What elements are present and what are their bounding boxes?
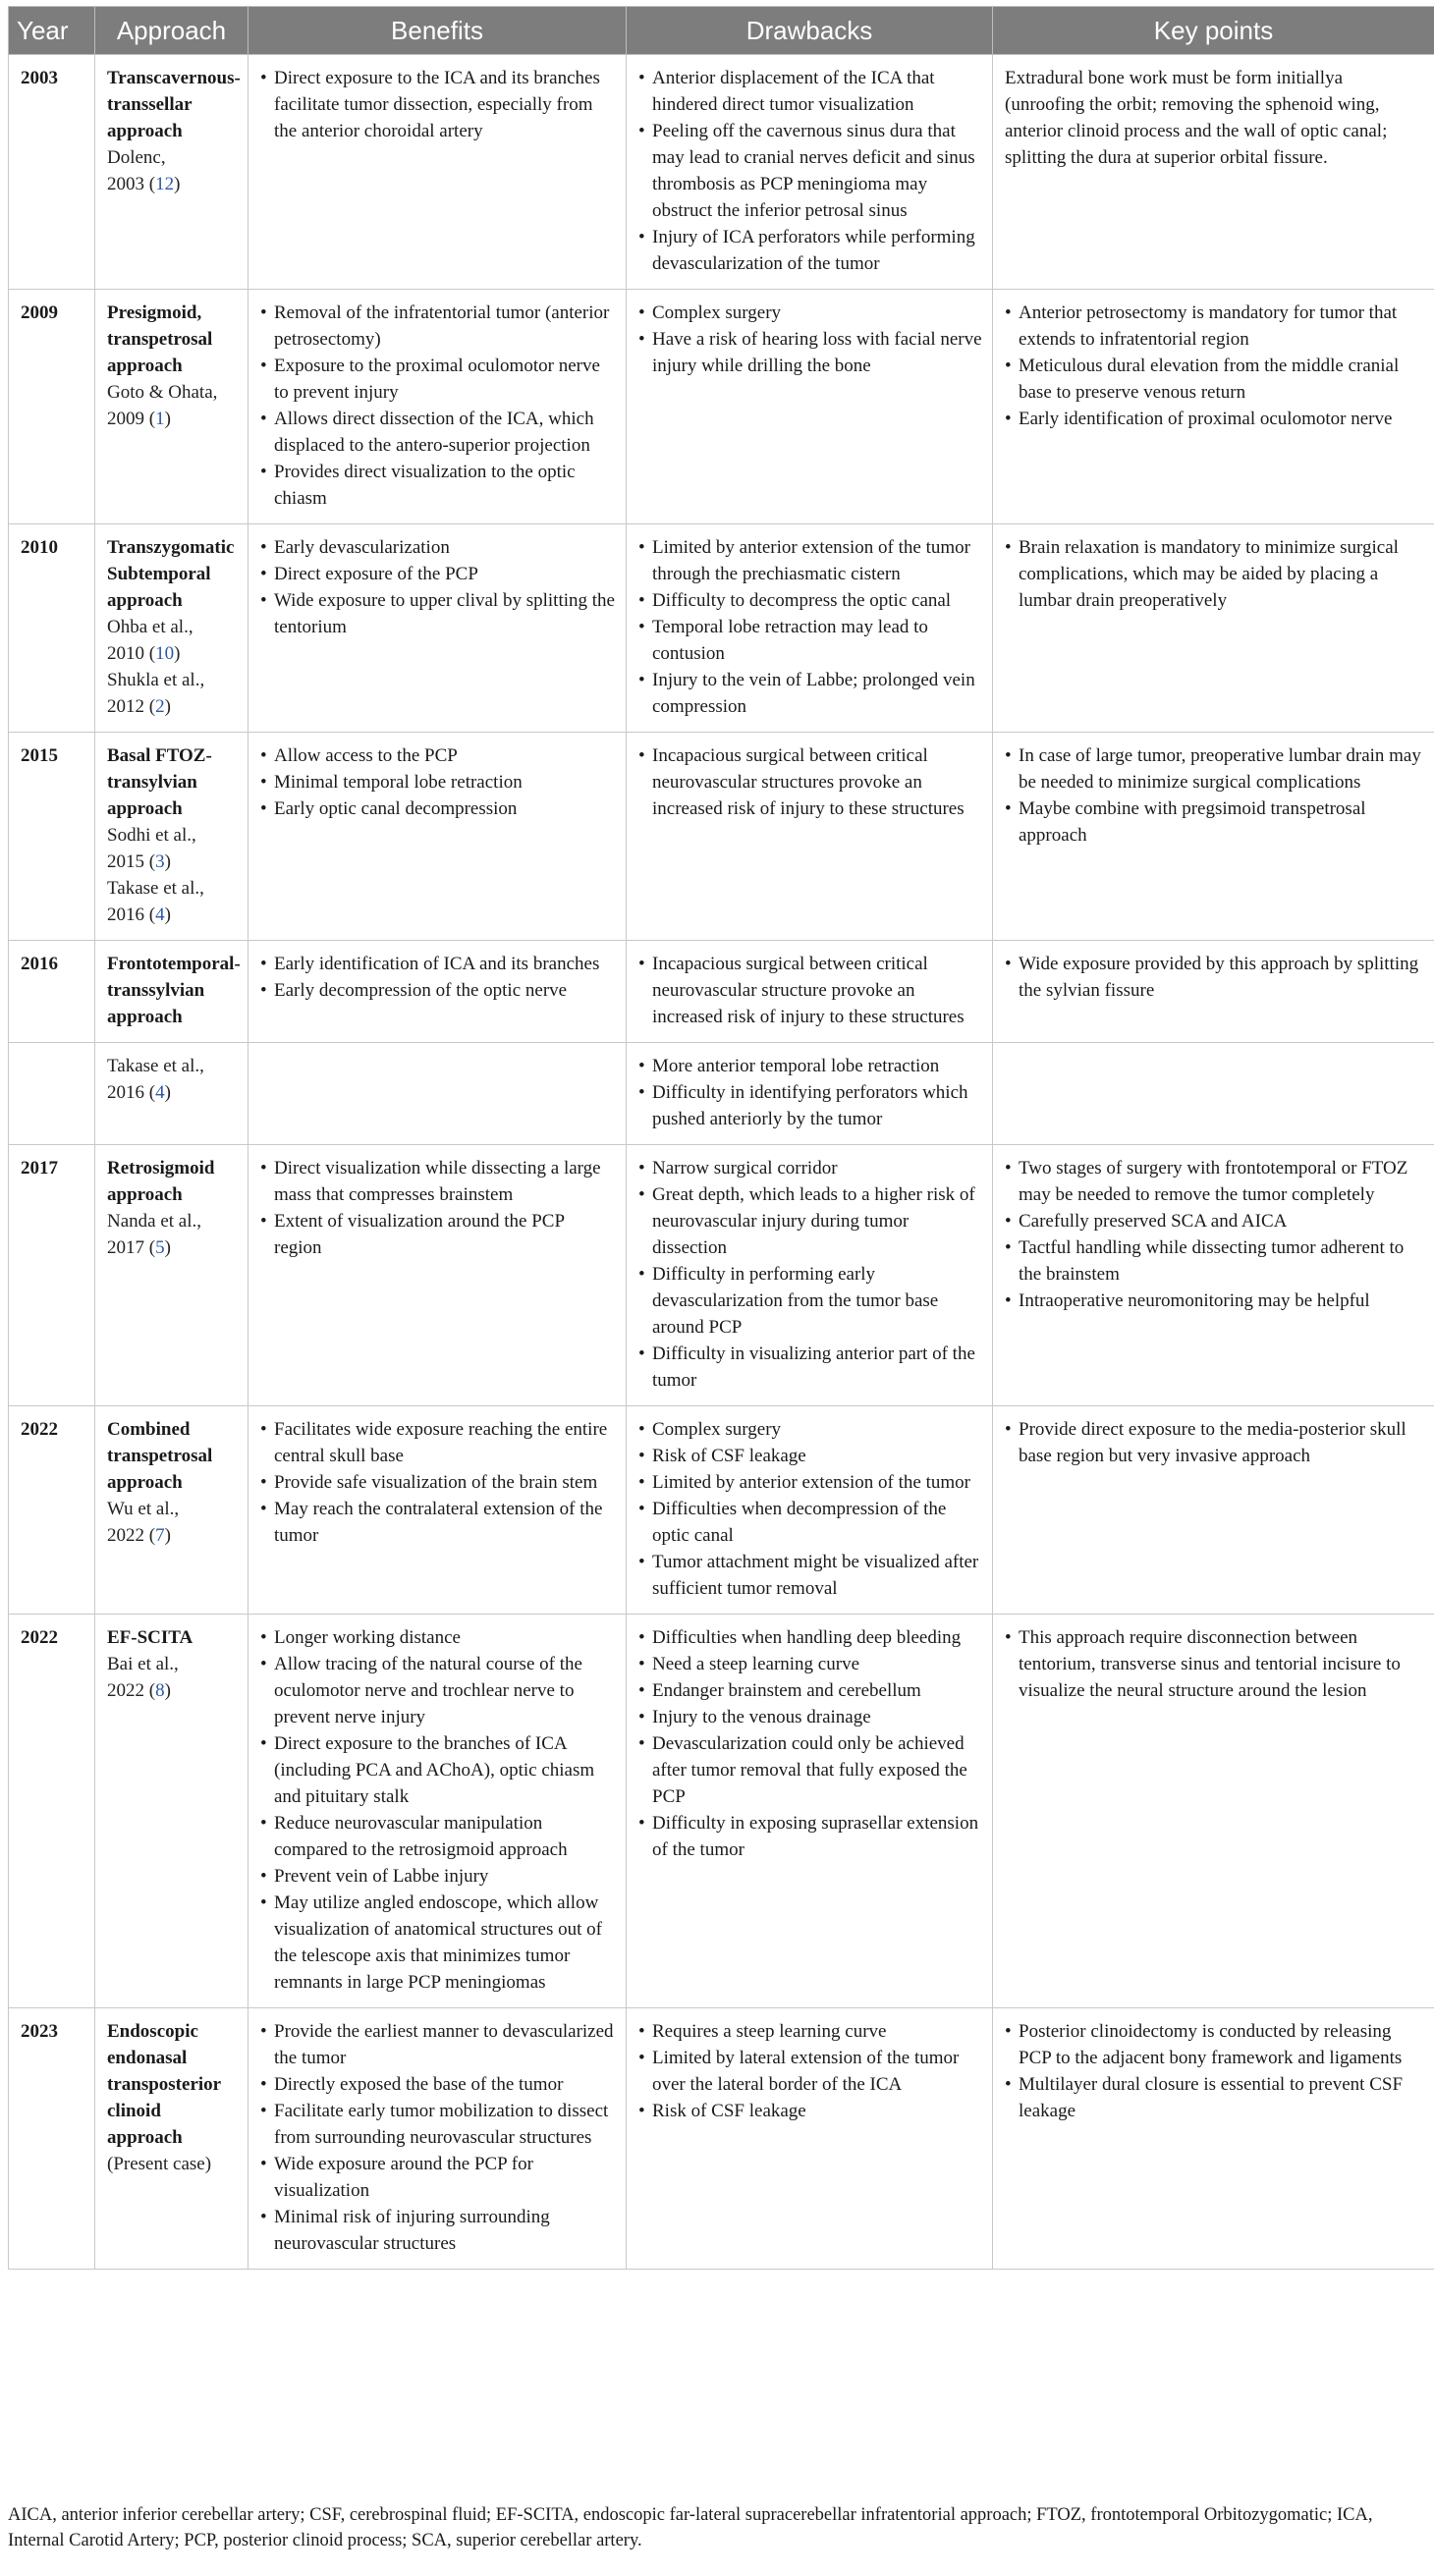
citation-year: [107, 902, 238, 928]
benefits-cell: [248, 1145, 627, 1406]
list-item: • Two stages of surgery with frontotemporal or FTOZ may be needed to remove the tumor completely: [1005, 1155, 1424, 1208]
citation-author: Takase et al.,: [107, 878, 204, 899]
approach-name-line: approach: [107, 1472, 183, 1493]
approach-name-line: approach: [107, 2127, 183, 2148]
list-item: • Longer working distance: [260, 1624, 616, 1651]
drawbacks-list: [638, 1624, 982, 1863]
citation-close: ): [164, 904, 171, 925]
list-item: • Minimal temporal lobe retraction: [260, 769, 616, 795]
drawbacks-cell: [627, 524, 993, 733]
table-row: [9, 524, 1434, 733]
list-item: • Wide exposure provided by this approach by splitting the sylvian fissure: [1005, 951, 1424, 1004]
list-item: • Injury to the vein of Labbe; prolonged vein compression: [638, 667, 982, 720]
key-points-cell: [993, 1043, 1434, 1145]
drawbacks-cell: [627, 2008, 993, 2270]
approach-cell: [95, 1406, 248, 1615]
citation-year: [107, 1079, 238, 1106]
list-item: • Provide the earliest manner to devascularized the tumor: [260, 2018, 616, 2071]
citation-year: [107, 1234, 238, 1261]
list-item: • Limited by lateral extension of the tumor over the lateral border of the ICA: [638, 2045, 982, 2098]
list-item: • Narrow surgical corridor: [638, 1155, 982, 1181]
approach-cell: [95, 2008, 248, 2270]
drawbacks-list: [638, 300, 982, 379]
citation-year-text: 2003 (: [107, 174, 156, 194]
list-item: • Allows direct dissection of the ICA, which displaced to the antero-superior projection: [260, 406, 616, 459]
list-item: • Directly exposed the base of the tumor: [260, 2071, 616, 2098]
citation-author: Nanda et al.,: [107, 1211, 202, 1232]
reference-link[interactable]: 3: [155, 851, 165, 872]
list-item: • Reduce neurovascular manipulation compared to the retrosigmoid approach: [260, 1810, 616, 1863]
list-item: • Endanger brainstem and cerebellum: [638, 1677, 982, 1704]
benefits-list: [260, 1416, 616, 1549]
citation-close: ): [164, 1680, 171, 1701]
reference-link[interactable]: 8: [155, 1680, 165, 1701]
list-item: • Meticulous dural elevation from the middle cranial base to preserve venous return: [1005, 353, 1424, 406]
list-item: • Difficulty in performing early devascularization from the tumor base around PCP: [638, 1261, 982, 1341]
approach-cell: [95, 524, 248, 733]
approach-name-line: Transzygomatic: [107, 537, 235, 558]
list-item: • May utilize angled endoscope, which allow visualization of anatomical structures out of the telescope axis that minimizes tumor remnants in large PCP meningiomas: [260, 1890, 616, 1996]
approach-cell: [95, 1043, 248, 1145]
header-row: [9, 7, 1434, 55]
list-item: • Devascularization could only be achieved after tumor removal that fully exposed the PCP: [638, 1730, 982, 1810]
benefits-list: [260, 300, 616, 512]
citation-year: [107, 1522, 238, 1549]
citation-author: (Present case): [107, 2154, 212, 2174]
approach-name-line: transsellar: [107, 94, 193, 115]
list-item: • Facilitate early tumor mobilization to dissect from surrounding neurovascular structures: [260, 2098, 616, 2151]
drawbacks-cell: [627, 290, 993, 524]
list-item: • Removal of the infratentorial tumor (anterior petrosectomy): [260, 300, 616, 353]
key-points-cell: [993, 1406, 1434, 1615]
approach-name-line: transposterior: [107, 2074, 222, 2095]
approach-name-line: approach: [107, 356, 183, 376]
drawbacks-list: [638, 2018, 982, 2124]
citation-close: ): [174, 643, 181, 664]
table-row: [9, 1145, 1434, 1406]
drawbacks-cell: [627, 941, 993, 1043]
key-points-list: [1005, 534, 1424, 614]
citation-close: ): [164, 851, 171, 872]
approach-name-line: approach: [107, 798, 183, 819]
citation-close: ): [164, 1082, 171, 1103]
citation-year-text: 2016 (: [107, 904, 156, 925]
reference-link[interactable]: 5: [155, 1237, 165, 1258]
table-body: [9, 55, 1434, 2270]
citation-year: [107, 849, 238, 875]
citation-author: Shukla et al.,: [107, 670, 205, 690]
benefits-cell: [248, 1615, 627, 2008]
key-points-list: [1005, 742, 1424, 849]
approach-name-line: approach: [107, 590, 183, 611]
list-item: • Direct exposure to the ICA and its branches facilitate tumor dissection, especially from the anterior choroidal artery: [260, 65, 616, 144]
list-item: • Early identification of ICA and its branches: [260, 951, 616, 977]
reference-link[interactable]: 7: [155, 1525, 165, 1546]
list-item: • Wide exposure to upper clival by splitting the tentorium: [260, 587, 616, 640]
list-item: • Injury of ICA perforators while performing devascularization of the tumor: [638, 224, 982, 277]
list-item: • Carefully preserved SCA and AICA: [1005, 1208, 1424, 1234]
table-row: [9, 290, 1434, 524]
citation-author: Goto & Ohata,: [107, 382, 218, 403]
citation-author: Ohba et al.,: [107, 617, 193, 637]
benefits-list: [260, 534, 616, 640]
approach-name-line: Basal FTOZ-: [107, 745, 212, 766]
list-item: • Need a steep learning curve: [638, 1651, 982, 1677]
year-cell: 2003: [9, 55, 95, 290]
list-item: • Limited by anterior extension of the tumor: [638, 1469, 982, 1496]
benefits-cell: [248, 1043, 627, 1145]
drawbacks-list: [638, 1416, 982, 1602]
drawbacks-list: [638, 1155, 982, 1394]
key-points-cell: [993, 1615, 1434, 2008]
list-item: • Direct exposure of the PCP: [260, 561, 616, 587]
key-points-cell: [993, 733, 1434, 941]
citation-year: [107, 406, 238, 432]
header-key-points: Key points: [993, 7, 1434, 55]
key-points-text: Extradural bone work must be form initiallya (unroofing the orbit; removing the sphenoid wing, anterior clinoid process and the wall of optic canal; splitting the dura at superior orbital fissure.: [1005, 68, 1388, 168]
drawbacks-cell: [627, 1615, 993, 2008]
list-item: • Provide direct exposure to the media-posterior skull base region but very invasive approach: [1005, 1416, 1424, 1469]
key-points-cell: [993, 55, 1434, 290]
benefits-cell: [248, 524, 627, 733]
citation-author: Wu et al.,: [107, 1499, 180, 1519]
list-item: • Great depth, which leads to a higher risk of neurovascular injury during tumor dissection: [638, 1181, 982, 1261]
list-item: • This approach require disconnection between tentorium, transverse sinus and tentorial incisure to visualize the neural structure around the lesion: [1005, 1624, 1424, 1704]
drawbacks-cell: [627, 733, 993, 941]
approach-name-line: Transcavernous-: [107, 68, 241, 88]
header-year: Year: [9, 7, 95, 55]
key-points-cell: [993, 2008, 1434, 2270]
citation-year-text: 2017 (: [107, 1237, 156, 1258]
list-item: • Early devascularization: [260, 534, 616, 561]
drawbacks-list: [638, 742, 982, 822]
approach-name-line: Subtemporal: [107, 564, 211, 584]
list-item: • Requires a steep learning curve: [638, 2018, 982, 2045]
list-item: • Brain relaxation is mandatory to minimize surgical complications, which may be aided by placing a lumbar drain preoperatively: [1005, 534, 1424, 614]
list-item: • Maybe combine with pregsimoid transpetrosal approach: [1005, 795, 1424, 849]
drawbacks-list: [638, 1053, 982, 1132]
year-cell: [9, 1043, 95, 1145]
benefits-cell: [248, 733, 627, 941]
benefits-list: [260, 742, 616, 822]
list-item: • Exposure to the proximal oculomotor nerve to prevent injury: [260, 353, 616, 406]
list-item: • Wide exposure around the PCP for visualization: [260, 2151, 616, 2204]
benefits-cell: [248, 941, 627, 1043]
table-row: [9, 1615, 1434, 2008]
list-item: • Peeling off the cavernous sinus dura that may lead to cranial nerves deficit and sinus thrombosis as PCP meningioma may obstruct the inferior petrosal sinus: [638, 118, 982, 224]
list-item: • Multilayer dural closure is essential to prevent CSF leakage: [1005, 2071, 1424, 2124]
citation-year-text: 2022 (: [107, 1680, 156, 1701]
benefits-cell: [248, 2008, 627, 2270]
year-cell: 2022: [9, 1406, 95, 1615]
citation-close: ): [164, 1237, 171, 1258]
benefits-list: [260, 951, 616, 1004]
benefits-list: [260, 65, 616, 144]
list-item: • Direct exposure to the branches of ICA (including PCA and AChoA), optic chiasm and pituitary stalk: [260, 1730, 616, 1810]
citation-author: Dolenc,: [107, 147, 166, 168]
list-item: • Early decompression of the optic nerve: [260, 977, 616, 1004]
list-item: • Provide safe visualization of the brain stem: [260, 1469, 616, 1496]
citation-year-text: 2012 (: [107, 696, 156, 717]
key-points-list: [1005, 1416, 1424, 1469]
list-item: • Difficulty in exposing suprasellar extension of the tumor: [638, 1810, 982, 1863]
approach-name-line: transpetrosal: [107, 1446, 213, 1466]
approach-name-line: approach: [107, 1007, 183, 1027]
table-row: [9, 2008, 1434, 2270]
list-item: • Difficulty in identifying perforators which pushed anteriorly by the tumor: [638, 1079, 982, 1132]
approach-name-line: clinoid: [107, 2101, 161, 2121]
list-item: • Direct visualization while dissecting a large mass that compresses brainstem: [260, 1155, 616, 1208]
citation-author: Sodhi et al.,: [107, 825, 196, 846]
list-item: • Extent of visualization around the PCP region: [260, 1208, 616, 1261]
list-item: • Anterior displacement of the ICA that hindered direct tumor visualization: [638, 65, 982, 118]
year-cell: 2010: [9, 524, 95, 733]
citation-year-text: 2010 (: [107, 643, 156, 664]
list-item: • Incapacious surgical between critical neurovascular structures provoke an increased risk of injury to these structures: [638, 742, 982, 822]
year-cell: 2022: [9, 1615, 95, 2008]
benefits-list: [260, 2018, 616, 2257]
citation-year: [107, 171, 238, 197]
table-row: [9, 1043, 1434, 1145]
citation-year-text: 2016 (: [107, 1082, 156, 1103]
list-item: • Incapacious surgical between critical neurovascular structure provoke an increased risk of injury to these structures: [638, 951, 982, 1030]
year-cell: 2017: [9, 1145, 95, 1406]
approach-name-line: transpetrosal: [107, 329, 213, 350]
list-item: • Tactful handling while dissecting tumor adherent to the brainstem: [1005, 1234, 1424, 1288]
approach-name-line: endonasal: [107, 2048, 188, 2068]
year-cell: 2015: [9, 733, 95, 941]
list-item: • Posterior clinoidectomy is conducted by releasing PCP to the adjacent bony framework and ligaments: [1005, 2018, 1424, 2071]
header-drawbacks: Drawbacks: [627, 7, 993, 55]
reference-link[interactable]: 10: [155, 643, 175, 664]
citation-year: [107, 640, 238, 667]
list-item: • More anterior temporal lobe retraction: [638, 1053, 982, 1079]
list-item: • Injury to the venous drainage: [638, 1704, 982, 1730]
list-item: • Prevent vein of Labbe injury: [260, 1863, 616, 1890]
list-item: • Temporal lobe retraction may lead to contusion: [638, 614, 982, 667]
citation-author: Takase et al.,: [107, 1056, 204, 1076]
list-item: • Anterior petrosectomy is mandatory for tumor that extends to infratentorial region: [1005, 300, 1424, 353]
citation-close: ): [164, 409, 171, 429]
drawbacks-list: [638, 534, 982, 720]
drawbacks-cell: [627, 1043, 993, 1145]
reference-link[interactable]: 12: [155, 174, 175, 194]
list-item: • Difficulty to decompress the optic canal: [638, 587, 982, 614]
key-points-list: [1005, 1155, 1424, 1314]
list-item: • Allow tracing of the natural course of the oculomotor nerve and trochlear nerve to prevent nerve injury: [260, 1651, 616, 1730]
table-row: [9, 55, 1434, 290]
citation-close: ): [164, 1525, 171, 1546]
key-points-list: [1005, 300, 1424, 432]
citation-author: Bai et al.,: [107, 1654, 179, 1674]
citation-close: ): [164, 696, 171, 717]
citation-year: [107, 1677, 238, 1704]
reference-link[interactable]: 1: [155, 409, 165, 429]
benefits-list: [260, 1624, 616, 1996]
list-item: • Limited by anterior extension of the tumor through the prechiasmatic cistern: [638, 534, 982, 587]
comparison-table: [8, 6, 1434, 2270]
approach-cell: [95, 733, 248, 941]
drawbacks-list: [638, 951, 982, 1030]
approach-name-line: EF-SCITA: [107, 1627, 193, 1648]
citation-year: [107, 693, 238, 720]
header-approach: Approach: [95, 7, 248, 55]
list-item: • Early identification of proximal oculomotor nerve: [1005, 406, 1424, 432]
drawbacks-cell: [627, 55, 993, 290]
list-item: • Provides direct visualization to the optic chiasm: [260, 459, 616, 512]
approach-name-line: Endoscopic: [107, 2021, 198, 2042]
citation-close: ): [174, 174, 181, 194]
key-points-cell: [993, 524, 1434, 733]
approach-name-line: Combined: [107, 1419, 191, 1440]
list-item: • Risk of CSF leakage: [638, 1443, 982, 1469]
list-item: • Difficulties when decompression of the optic canal: [638, 1496, 982, 1549]
list-item: • Complex surgery: [638, 300, 982, 326]
citation-year-text: 2015 (: [107, 851, 156, 872]
table-row: [9, 941, 1434, 1043]
key-points-list: [1005, 951, 1424, 1004]
header-benefits: Benefits: [248, 7, 627, 55]
approach-name-line: Frontotemporal-: [107, 954, 241, 974]
approach-name-line: approach: [107, 121, 183, 141]
key-points-cell: [993, 290, 1434, 524]
approach-cell: [95, 1615, 248, 2008]
citation-year-text: 2022 (: [107, 1525, 156, 1546]
list-item: • Difficulties when handling deep bleeding: [638, 1624, 982, 1651]
citation-year-text: 2009 (: [107, 409, 156, 429]
table-row: [9, 733, 1434, 941]
key-points-cell: [993, 941, 1434, 1043]
list-item: • Minimal risk of injuring surrounding neurovascular structures: [260, 2204, 616, 2257]
list-item: • Tumor attachment might be visualized after sufficient tumor removal: [638, 1549, 982, 1602]
benefits-cell: [248, 1406, 627, 1615]
approach-cell: [95, 1145, 248, 1406]
list-item: • Risk of CSF leakage: [638, 2098, 982, 2124]
reference-link[interactable]: 2: [155, 696, 165, 717]
approach-name-line: Presigmoid,: [107, 302, 202, 323]
approach-name-line: Retrosigmoid: [107, 1158, 215, 1178]
drawbacks-cell: [627, 1145, 993, 1406]
approach-cell: [95, 941, 248, 1043]
year-cell: 2016: [9, 941, 95, 1043]
list-item: • Intraoperative neuromonitoring may be helpful: [1005, 1288, 1424, 1314]
approach-cell: [95, 290, 248, 524]
drawbacks-list: [638, 65, 982, 277]
year-cell: 2009: [9, 290, 95, 524]
reference-link[interactable]: 4: [155, 904, 165, 925]
drawbacks-cell: [627, 1406, 993, 1615]
key-points-list: [1005, 2018, 1424, 2124]
list-item: • May reach the contralateral extension of the tumor: [260, 1496, 616, 1549]
list-item: • Allow access to the PCP: [260, 742, 616, 769]
list-item: • Have a risk of hearing loss with facial nerve injury while drilling the bone: [638, 326, 982, 379]
reference-link[interactable]: 4: [155, 1082, 165, 1103]
list-item: • Complex surgery: [638, 1416, 982, 1443]
list-item: • In case of large tumor, preoperative lumbar drain may be needed to minimize surgical complications: [1005, 742, 1424, 795]
table-row: [9, 1406, 1434, 1615]
approach-name-line: transylvian: [107, 772, 197, 793]
list-item: • Facilitates wide exposure reaching the entire central skull base: [260, 1416, 616, 1469]
approach-name-line: transsylvian: [107, 980, 205, 1001]
list-item: • Early optic canal decompression: [260, 795, 616, 822]
key-points-cell: [993, 1145, 1434, 1406]
benefits-cell: [248, 290, 627, 524]
year-cell: 2023: [9, 2008, 95, 2270]
list-item: • Difficulty in visualizing anterior part of the tumor: [638, 1341, 982, 1394]
approach-name-line: approach: [107, 1184, 183, 1205]
key-points-list: [1005, 1624, 1424, 1704]
benefits-cell: [248, 55, 627, 290]
benefits-list: [260, 1155, 616, 1261]
table-footnote: AICA, anterior inferior cerebellar artery; CSF, cerebrospinal fluid; EF-SCITA, endoscopic far-lateral supracerebellar infratentorial approach; FTOZ, frontotemporal Orbitozygomatic; ICA, Internal Carotid Artery; PCP, posterior clinoid process; SCA, superior cerebellar artery.: [8, 2505, 1373, 2550]
approach-cell: [95, 55, 248, 290]
